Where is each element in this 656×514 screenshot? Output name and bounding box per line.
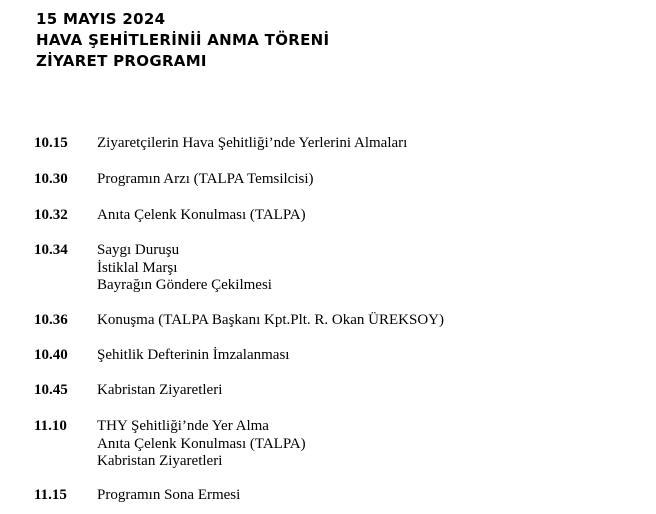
schedule-time: 10.34 bbox=[34, 242, 68, 258]
schedule-activity: Programın Arzı (TALPA Temsilcisi) bbox=[97, 171, 314, 187]
schedule-activities bbox=[97, 347, 289, 365]
schedule-activity: Kabristan Ziyaretleri bbox=[97, 453, 223, 469]
schedule-time: 10.45 bbox=[34, 382, 68, 398]
schedule-time: 10.15 bbox=[34, 135, 68, 151]
program-title: ZİYARET PROGRAMI bbox=[36, 52, 207, 70]
schedule-time: 10.36 bbox=[34, 312, 68, 328]
schedule-item bbox=[34, 347, 289, 365]
schedule-activities bbox=[97, 207, 306, 225]
schedule-item bbox=[34, 242, 272, 295]
schedule-activity: THY Şehitliği’nde Yer Alma bbox=[97, 418, 269, 434]
schedule-activity: Ziyaretçilerin Hava Şehitliği’nde Yerlerini Almaları bbox=[97, 135, 408, 151]
schedule-activities bbox=[97, 171, 314, 189]
schedule-activity: Şehitlik Defterinin İmzalanması bbox=[97, 347, 290, 363]
schedule-item bbox=[34, 418, 306, 471]
schedule-item bbox=[34, 382, 222, 400]
schedule-activity: Konuşma (TALPA Başkanı Kpt.Plt. R. Okan ÜREKSOY) bbox=[97, 312, 444, 328]
event-title: HAVA ŞEHİTLERİNİİ ANMA TÖRENİ bbox=[36, 31, 330, 49]
schedule-activity: Saygı Duruşu bbox=[97, 242, 180, 258]
schedule-activity: Anıta Çelenk Konulması (TALPA) bbox=[97, 207, 306, 223]
schedule-activities bbox=[97, 242, 272, 295]
schedule-activities bbox=[97, 418, 306, 471]
schedule-activities bbox=[97, 487, 240, 505]
schedule-time: 11.15 bbox=[34, 487, 67, 503]
schedule-item bbox=[34, 207, 306, 225]
event-date: 15 MAYIS 2024 bbox=[36, 10, 166, 28]
schedule-activity: İstiklal Marşı bbox=[97, 259, 178, 276]
schedule-activity: Anıta Çelenk Konulması (TALPA) bbox=[97, 435, 306, 452]
schedule-activities bbox=[97, 135, 407, 153]
schedule-item bbox=[34, 135, 407, 153]
schedule-activity: Programın Sona Ermesi bbox=[97, 487, 241, 503]
schedule-time: 10.40 bbox=[34, 347, 68, 363]
schedule-time: 11.10 bbox=[34, 418, 67, 434]
schedule-time: 10.32 bbox=[34, 207, 68, 223]
schedule-time: 10.30 bbox=[34, 171, 68, 187]
schedule-item bbox=[34, 171, 314, 189]
document-header bbox=[36, 9, 329, 72]
schedule-activity: Kabristan Ziyaretleri bbox=[97, 382, 223, 398]
schedule-item bbox=[34, 487, 240, 505]
schedule-activities bbox=[97, 312, 444, 330]
schedule-activity: Bayrağın Göndere Çekilmesi bbox=[97, 277, 272, 293]
schedule-item bbox=[34, 312, 444, 330]
schedule-activities bbox=[97, 382, 222, 400]
